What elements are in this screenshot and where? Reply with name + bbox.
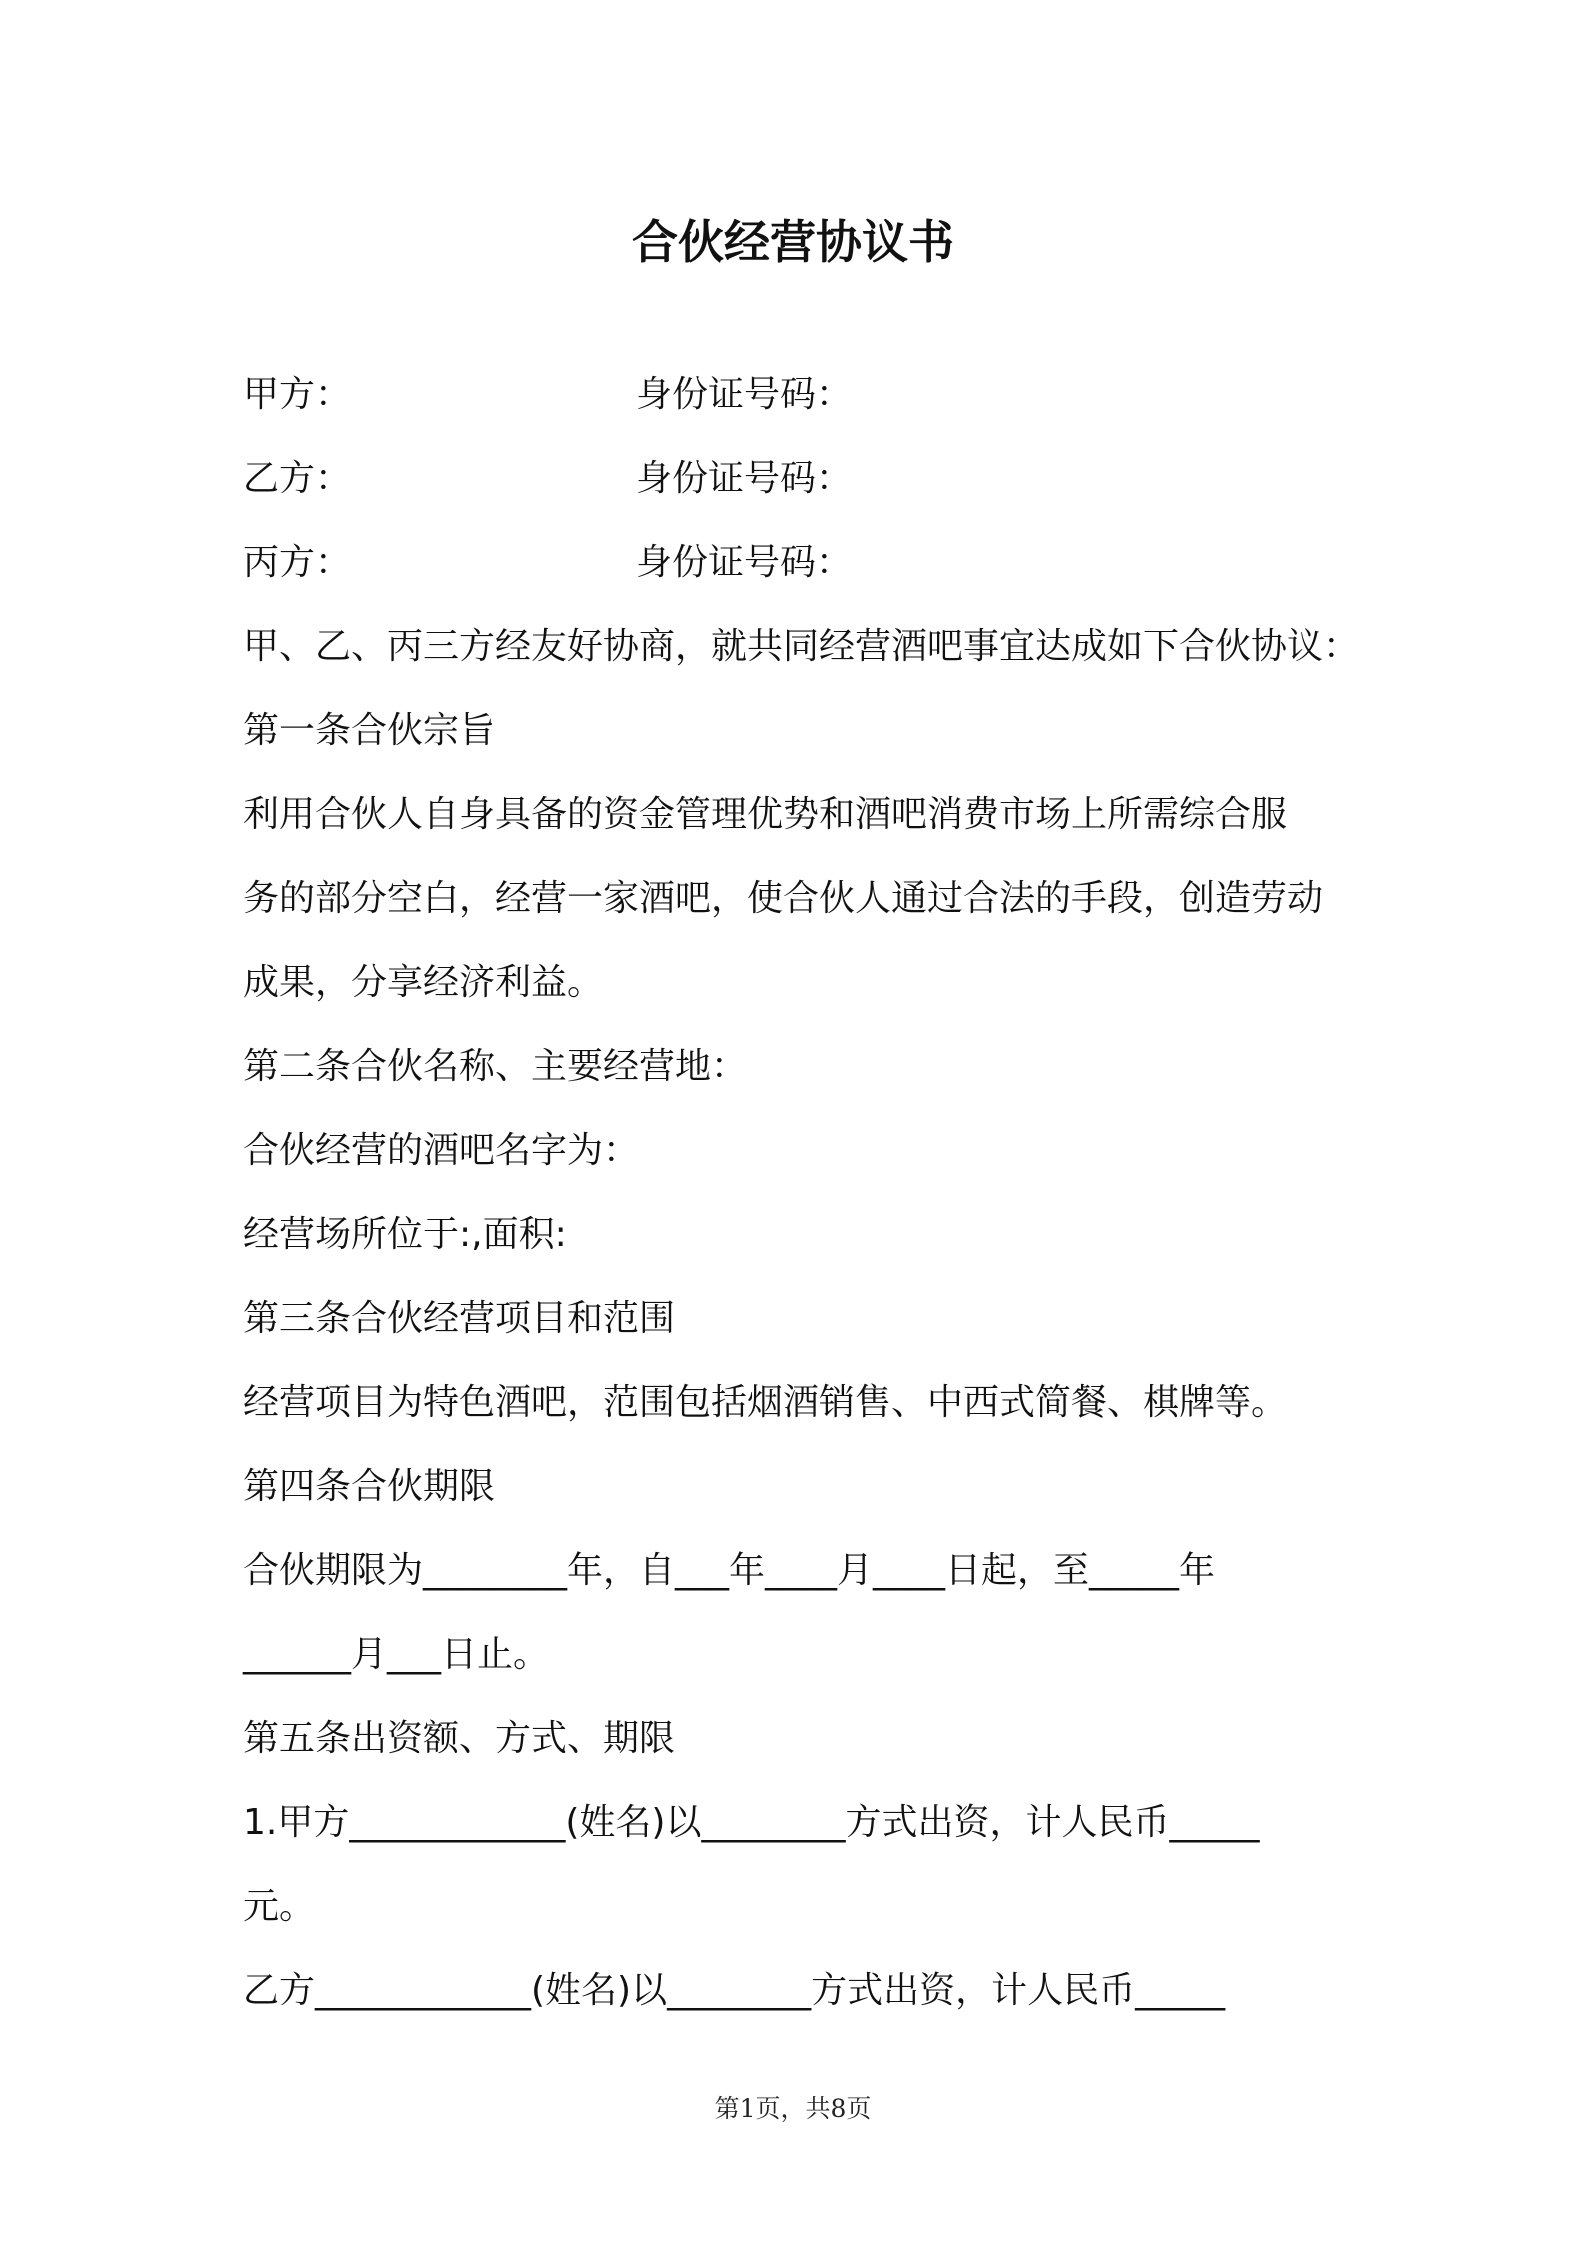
article-heading: 第四条合伙期限 — [243, 1466, 496, 1507]
id-number-label: 身份证号码： — [636, 542, 853, 583]
id-number-label: 身份证号码： — [636, 458, 853, 499]
body-line: 经营项目为特色酒吧，范围包括烟酒销售、中西式简餐、棋牌等。 — [243, 1382, 1288, 1423]
body-line: 元。 — [243, 1886, 316, 1927]
body-line: 1.甲方____________(姓名)以________方式出资，计人民币_____ — [243, 1802, 1260, 1843]
party-row-bing — [243, 538, 1363, 588]
id-number-label: 身份证号码： — [636, 374, 853, 415]
body-line: 务的部分空白，经营一家酒吧，使合伙人通过合法的手段，创造劳动 — [243, 878, 1324, 919]
body-line: 乙方____________(姓名)以________方式出资，计人民币_____ — [243, 1970, 1226, 2011]
body-line: 利用合伙人自身具备的资金管理优势和酒吧消费市场上所需综合服 — [243, 794, 1288, 835]
body-line: 合伙期限为________年，自___年____月____日起，至_____年 — [243, 1550, 1216, 1591]
intro-paragraph: 甲、乙、丙三方经友好协商，就共同经营酒吧事宜达成如下合伙协议： — [243, 626, 1360, 667]
body-line: 合伙经营的酒吧名字为： — [243, 1130, 640, 1171]
body-line: ______月___日止。 — [243, 1634, 550, 1675]
article-heading: 第二条合伙名称、主要经营地： — [243, 1046, 748, 1087]
body-line: 经营场所位于:,面积: — [243, 1214, 567, 1255]
article-heading: 第三条合伙经营项目和范围 — [243, 1298, 676, 1339]
article-heading: 第一条合伙宗旨 — [243, 710, 496, 751]
party-label: 丙方： — [243, 542, 352, 583]
body-line: 成果，分享经济利益。 — [243, 962, 604, 1003]
page-indicator: 第1页，共8页 — [714, 2094, 872, 2123]
article-heading: 第五条出资额、方式、期限 — [243, 1718, 676, 1759]
party-label: 乙方： — [243, 458, 352, 499]
party-row-jia — [243, 370, 1363, 420]
party-label: 甲方： — [243, 374, 352, 415]
party-row-yi — [243, 454, 1363, 504]
document-title: 合伙经营协议书 — [632, 215, 954, 269]
